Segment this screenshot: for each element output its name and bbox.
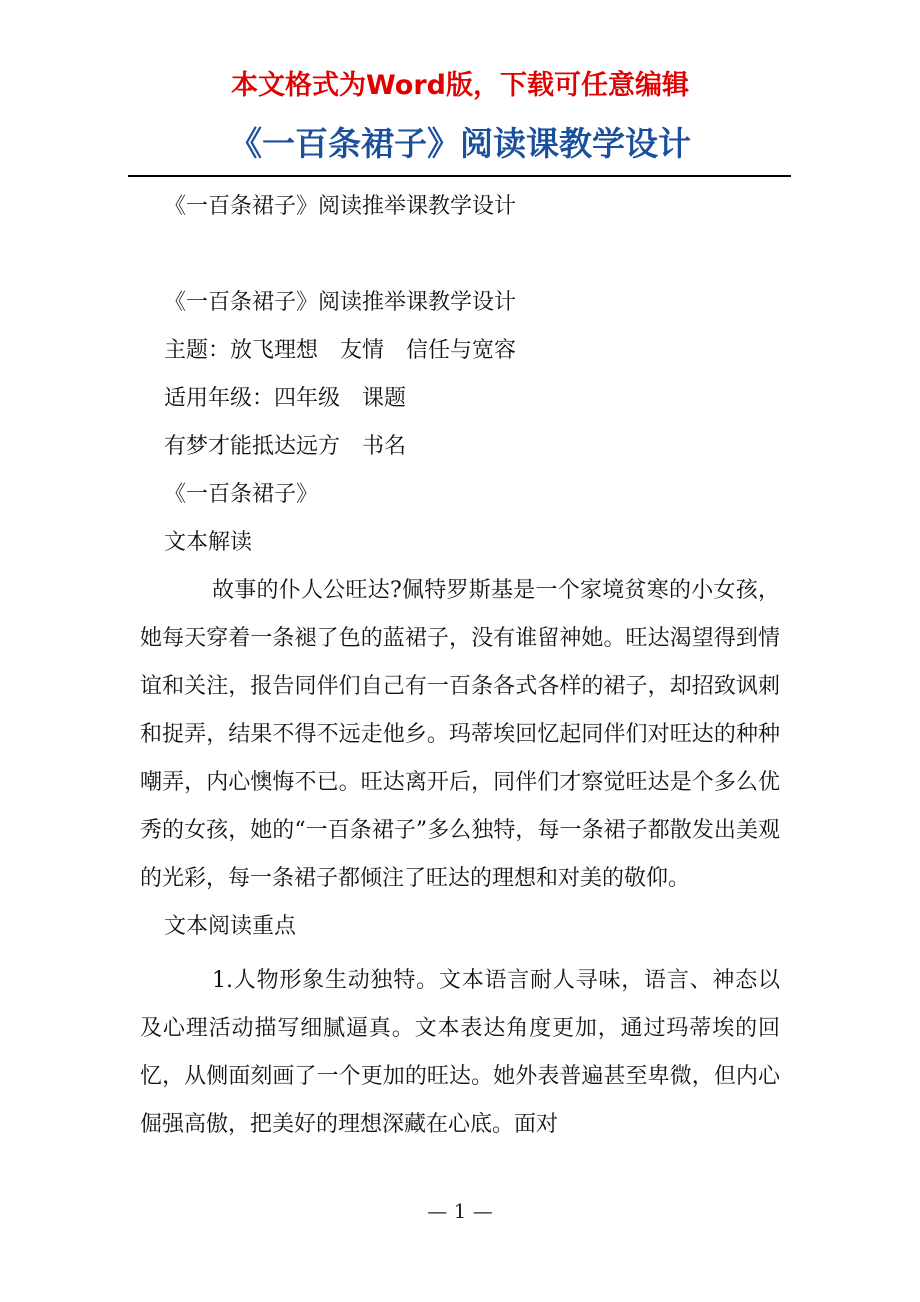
text-interpretation-heading: 文本解读: [164, 530, 253, 555]
reading-focus-heading: 文本阅读重点: [164, 914, 297, 939]
blank-line: [140, 231, 780, 279]
reading-focus-paragraph: 1.人物形象生动独特。文本语言耐人寻味，语言、神态以及心理活动描写细腻逼真。文本表达角度更加，通过玛蒂埃的回忆，从侧面刻画了一个更加的旺达。她外表普遍甚至卑微，但内心倔强高傲，把美好的理想深藏在心底。面对: [140, 968, 780, 1137]
story-summary-paragraph: 故事的仆人公旺达?佩特罗斯基是一个家境贫寒的小女孩，她每天穿着一条褪了色的蓝裙子，没有谁留神她。旺达渴望得到情谊和关注，报告同伴们自己有一百条各式各样的裙子，却招致讽刺和捉弄，结果不得不远走他乡。玛蒂埃回忆起同伴们对旺达的种种嘲弄，内心懊悔不已。旺达离开后，同伴们才察觉旺达是个多么优秀的女孩，她的“一百条裙子”多么独特，每一条裙子都散发出美观的光彩，每一条裙子都倾注了旺达的理想和对美的敬仰。: [140, 578, 780, 891]
lesson-title-line: 《一百条裙子》阅读推举课教学设计: [164, 290, 517, 315]
document-title: 《一百条裙子》阅读课教学设计: [229, 124, 691, 163]
topic-line: 有梦才能抵达远方 书名: [164, 434, 407, 459]
theme-line: 主题：放飞理想 友情 信任与宽容: [164, 338, 517, 363]
format-notice-banner: 本文格式为Word版，下载可任意编辑: [230, 70, 689, 101]
page-number: — 1 —: [427, 1199, 493, 1223]
book-name-line: 《一百条裙子》: [164, 482, 319, 507]
subtitle-line: 《一百条裙子》阅读推举课教学设计: [164, 194, 517, 219]
document-body: [140, 183, 780, 1149]
title-divider: [128, 175, 791, 177]
grade-line: 适用年级：四年级 课题: [164, 386, 407, 411]
